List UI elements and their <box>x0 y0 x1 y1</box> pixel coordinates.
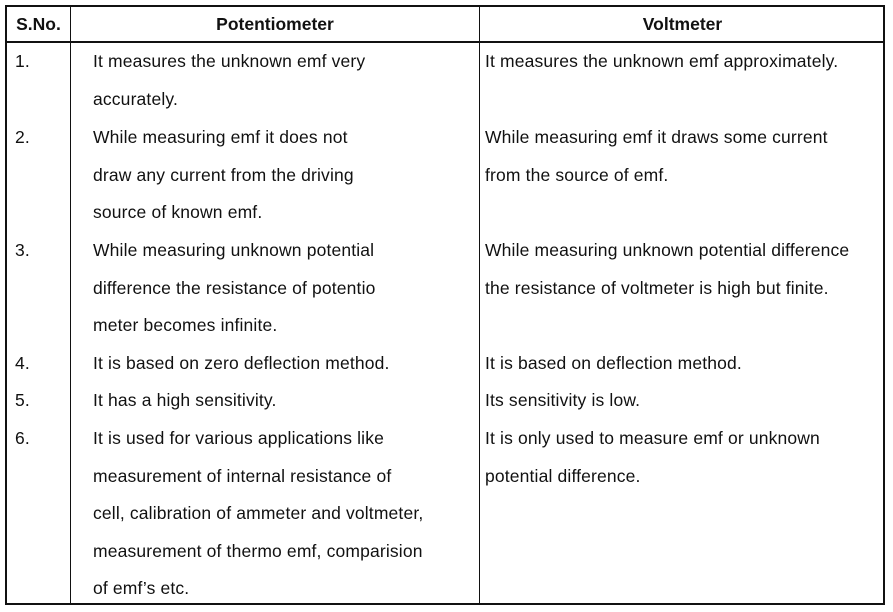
cell-line: It measures the unknown emf very <box>93 51 366 71</box>
cell-line: from the source of emf. <box>485 164 669 185</box>
potentiometer-cell <box>93 345 478 383</box>
comparison-table <box>5 5 885 605</box>
cell-line: It is used for various applications like <box>93 428 384 448</box>
cell-line: It measures the unknown emf approximately. <box>485 51 839 71</box>
potentiometer-cell <box>93 420 478 608</box>
cell-line: It has a high sensitivity. <box>93 390 277 410</box>
cell-line: While measuring emf it draws some current <box>485 127 828 147</box>
column-divider-potentiometer <box>479 7 480 603</box>
voltmeter-cell <box>485 119 883 194</box>
header-voltmeter: Voltmeter <box>642 14 723 34</box>
voltmeter-cell <box>485 232 883 307</box>
cell-line: While measuring unknown potential <box>93 240 375 260</box>
voltmeter-cell <box>485 43 883 81</box>
sno-cell: 5. <box>15 390 30 410</box>
cell-line: It is only used to measure emf or unknown <box>485 428 820 448</box>
column-divider-sno <box>70 7 71 603</box>
sno-cell: 3. <box>15 240 30 260</box>
voltmeter-cell <box>485 345 883 383</box>
cell-line: Its sensitivity is low. <box>485 390 641 410</box>
cell-line: difference the resistance of potentio <box>93 277 376 298</box>
cell-line: accurately. <box>93 88 178 109</box>
cell-line: It is based on deflection method. <box>485 353 742 373</box>
cell-line: cell, calibration of ammeter and voltmeter, <box>93 503 424 524</box>
cell-line: While measuring unknown potential difference <box>485 240 850 260</box>
cell-line: measurement of thermo emf, comparision <box>93 540 423 561</box>
sno-cell: 2. <box>15 127 30 147</box>
cell-line: measurement of internal resistance of <box>93 465 392 486</box>
potentiometer-cell <box>93 43 478 118</box>
cell-line: the resistance of voltmeter is high but finite. <box>485 277 829 298</box>
voltmeter-cell <box>485 382 883 420</box>
header-sno: S.No. <box>16 14 61 34</box>
cell-line: draw any current from the driving <box>93 164 354 185</box>
potentiometer-cell <box>93 382 478 420</box>
voltmeter-cell <box>485 420 883 495</box>
sno-cell: 4. <box>15 353 30 373</box>
potentiometer-cell <box>93 232 478 345</box>
potentiometer-cell <box>93 119 478 232</box>
cell-line: It is based on zero deflection method. <box>93 353 390 373</box>
cell-line: meter becomes infinite. <box>93 315 278 336</box>
sno-cell: 1. <box>15 51 30 71</box>
cell-line: potential difference. <box>485 465 641 486</box>
sno-cell: 6. <box>15 428 30 448</box>
cell-line: source of known emf. <box>93 202 263 223</box>
cell-line: While measuring emf it does not <box>93 127 348 147</box>
header-potentiometer: Potentiometer <box>216 14 334 34</box>
cell-line: of emf’s etc. <box>93 578 190 599</box>
